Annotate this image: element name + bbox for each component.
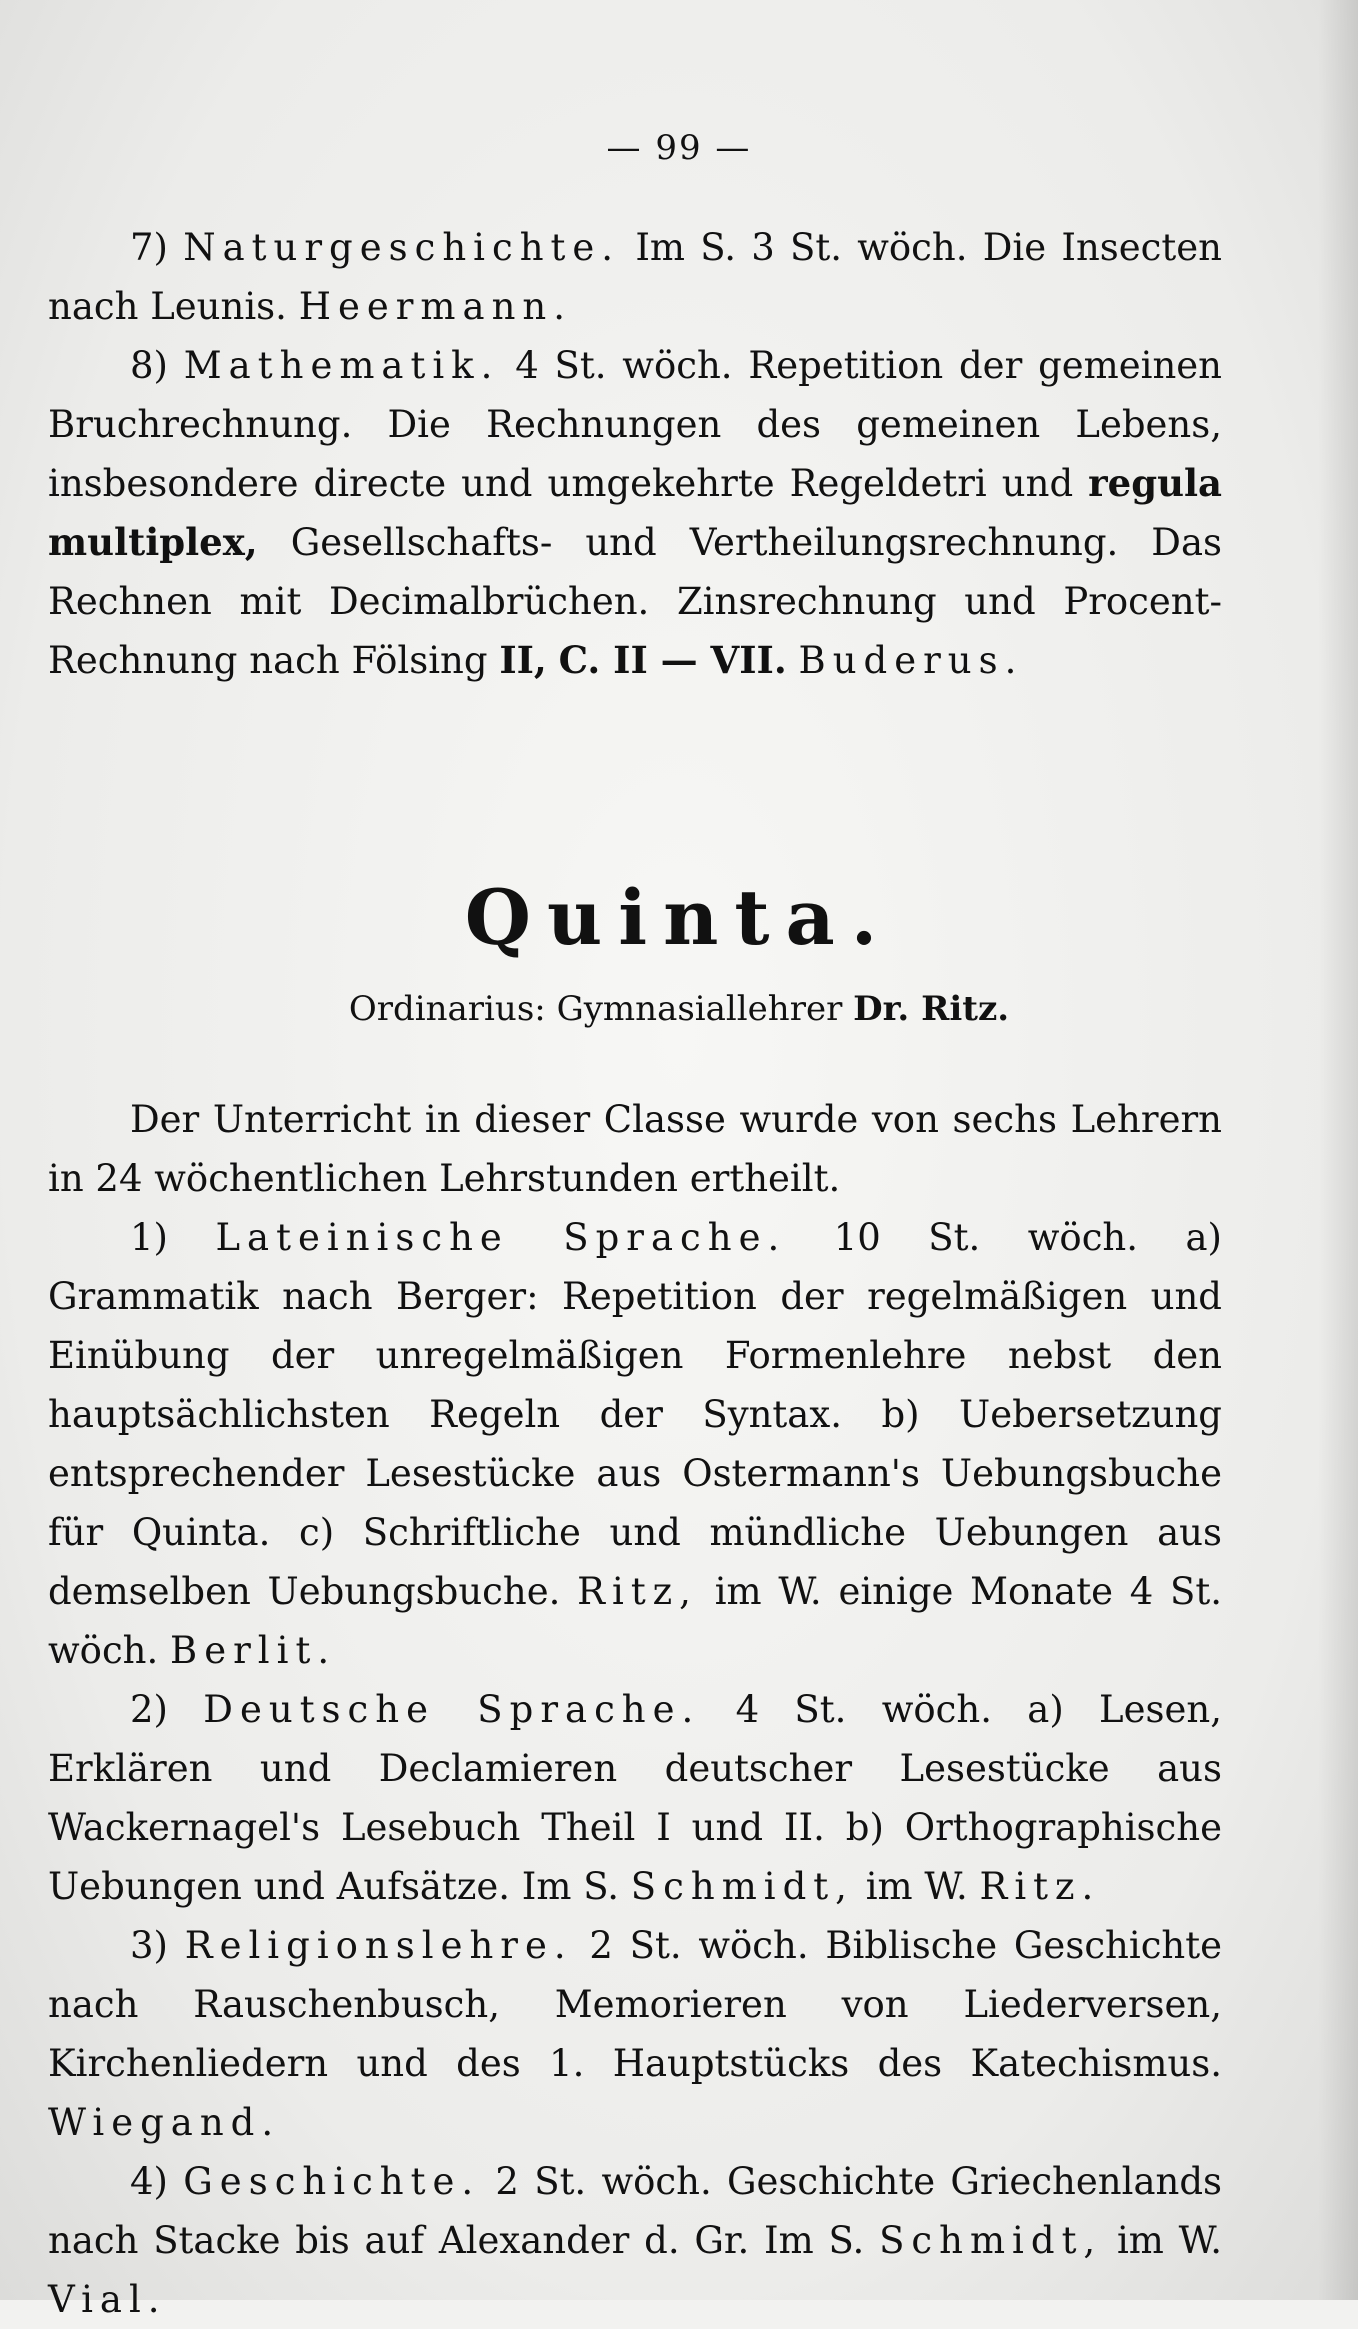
item-1-teacher-2: Berlit. xyxy=(170,1629,337,1672)
ordinarius-line xyxy=(0,984,1358,1034)
item-2-text-2: im W. xyxy=(865,1865,968,1908)
section-8-text-2: Gesellschafts- und Vertheilungsrechnung. Das Rechnen mit Decimalbrüchen. Zinsrechnung und Procent-Rechnung nach Fölsing xyxy=(48,521,1222,682)
item-3-paragraph xyxy=(48,1916,1222,2152)
section-7-teacher: Heermann. xyxy=(298,285,572,328)
ordinarius-role: Gymnasiallehrer xyxy=(556,989,843,1029)
section-7-number: 7) xyxy=(130,226,168,269)
section-8-text: 4 St. wöch. Repetition der gemeinen Bruchrechnung. Die Rechnungen des gemeinen Lebens, insbesondere directe und umgekehrte Regeldetri und xyxy=(48,344,1223,505)
section-8-ref-1: II, xyxy=(499,638,547,682)
item-4-text-2: im W. xyxy=(1116,2219,1222,2262)
item-2-text: 4 St. wöch. a) Lesen, Erklären und Declamieren deutscher Lesestücke aus Wackernagel's Lesebuch Theil I und II. b) Orthographische Uebungen und Aufsätze. Im S. xyxy=(48,1688,1223,1908)
item-1-teacher: Ritz, xyxy=(577,1570,698,1613)
item-4-teacher-2: Vial. xyxy=(48,2278,167,2321)
section-7-text: Im S. 3 St. wöch. Die Insecten nach Leunis. xyxy=(48,226,1222,328)
ordinarius-name: Dr. Ritz. xyxy=(853,989,1010,1029)
item-3-text: 2 St. wöch. Biblische Geschichte nach Rauschenbusch, Memorieren von Liederversen, Kirchenliedern und des 1. Hauptstücks des Katechismus. xyxy=(48,1924,1223,2085)
section-8-number: 8) xyxy=(130,344,168,387)
section-8-paragraph xyxy=(48,336,1222,690)
page-gutter-shadow xyxy=(1318,0,1358,2300)
item-2-subject: Deutsche Sprache. xyxy=(203,1688,701,1731)
item-1-number: 1) xyxy=(130,1216,168,1259)
page-number: — 99 — xyxy=(606,128,752,168)
section-8-teacher: Buderus. xyxy=(798,639,1024,682)
previous-class-continuation xyxy=(48,218,1222,690)
section-7-subject: Naturgeschichte. xyxy=(183,226,621,269)
item-2-teacher-2: Ritz. xyxy=(979,1865,1101,1908)
item-3-teacher: Wiegand. xyxy=(48,2101,281,2144)
section-8-ref-2: C. II — VII. xyxy=(558,638,787,682)
item-2-paragraph xyxy=(48,1680,1222,1916)
section-8-subject: Mathematik. xyxy=(183,344,500,387)
item-3-number: 3) xyxy=(130,1924,168,1967)
item-1-text: 10 St. wöch. a) Grammatik nach Berger: Repetition der regelmäßigen und Einübung der unregelmäßigen Formenlehre nebst den hauptsächlichsten Regeln der Syntax. b) Uebersetzung entsprechender Lesestücke aus Ostermann's Uebungsbuche für Quinta. c) Schriftliche und mündliche Uebungen aus demselben Uebungsbuche. xyxy=(48,1216,1222,1613)
item-4-paragraph xyxy=(48,2152,1222,2329)
item-2-teacher: Schmidt, xyxy=(630,1865,854,1908)
item-4-subject: Geschichte. xyxy=(183,2160,481,2203)
item-4-number: 4) xyxy=(130,2160,168,2203)
class-heading: Quinta. xyxy=(464,873,894,962)
item-4-text: 2 St. wöch. Geschichte Griechenlands nach Stacke bis auf Alexander d. Gr. Im S. xyxy=(48,2160,1223,2262)
item-3-subject: Religionslehre. xyxy=(184,1924,573,1967)
item-1-text-2: im W. einige Monate 4 St. wöch. xyxy=(48,1570,1222,1672)
item-2-number: 2) xyxy=(130,1688,168,1731)
ordinarius-label: Ordinarius: xyxy=(348,989,546,1029)
section-7-paragraph xyxy=(48,218,1222,336)
intro-paragraph: Der Unterricht in dieser Classe wurde von sechs Lehrern in 24 wöchentlichen Lehrstunden ertheilt. xyxy=(48,1098,1222,1200)
quinta-curriculum xyxy=(48,1090,1222,2329)
item-1-subject: Lateinische Sprache. xyxy=(215,1216,787,1259)
item-1-paragraph xyxy=(48,1208,1222,1680)
item-4-teacher: Schmidt, xyxy=(879,2219,1103,2262)
section-8-bold-term: regula multiplex, xyxy=(48,461,1223,564)
